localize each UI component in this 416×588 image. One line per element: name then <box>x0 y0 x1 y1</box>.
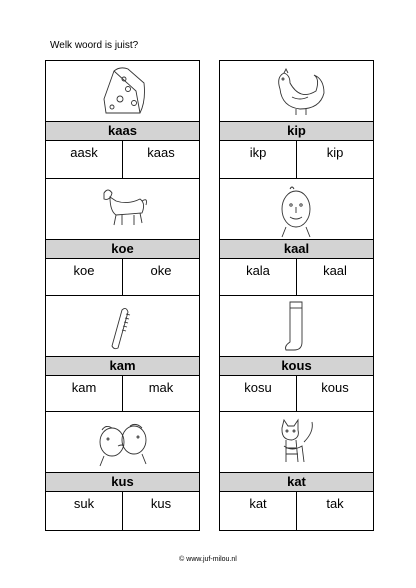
target-word: kaal <box>220 239 373 259</box>
option-left[interactable]: kat <box>249 496 267 511</box>
bald-head-icon <box>220 179 373 239</box>
word-card-kaal <box>219 178 374 298</box>
option-left[interactable]: suk <box>73 496 95 511</box>
word-card-koe <box>45 178 200 298</box>
target-word: kam <box>46 356 199 376</box>
option-left[interactable]: koe <box>73 263 95 278</box>
word-card-kip <box>219 60 374 180</box>
cow-icon <box>46 179 199 239</box>
word-card-kam <box>45 295 200 415</box>
option-right[interactable]: kip <box>296 141 373 179</box>
option-left[interactable]: kala <box>246 263 270 278</box>
option-left[interactable]: aask <box>70 145 98 160</box>
option-left[interactable]: kam <box>71 380 97 395</box>
target-word: kous <box>220 356 373 376</box>
sock-icon <box>220 296 373 356</box>
option-left[interactable]: kosu <box>244 380 272 395</box>
target-word: kip <box>220 121 373 141</box>
instruction-text: Welk woord is juist? <box>50 40 139 51</box>
word-card-kous <box>219 295 374 415</box>
option-right[interactable]: kaal <box>296 259 373 297</box>
target-word: koe <box>46 239 199 259</box>
word-card-kat <box>219 411 374 531</box>
option-right[interactable]: tak <box>296 492 373 530</box>
target-word: kus <box>46 472 199 492</box>
footer-credit: © www.juf-milou.nl <box>179 556 237 563</box>
chicken-icon <box>220 61 373 121</box>
target-word: kat <box>220 472 373 492</box>
word-card-kus <box>45 411 200 531</box>
word-card-kaas <box>45 60 200 180</box>
cat-icon <box>220 412 373 472</box>
cheese-icon <box>46 61 199 121</box>
option-right[interactable]: kus <box>122 492 199 530</box>
option-right[interactable]: kous <box>296 376 373 414</box>
comb-icon <box>46 296 199 356</box>
option-right[interactable]: mak <box>122 376 199 414</box>
target-word: kaas <box>46 121 199 141</box>
option-left[interactable]: ikp <box>249 145 267 160</box>
option-right[interactable]: oke <box>122 259 199 297</box>
kiss-icon <box>46 412 199 472</box>
option-right[interactable]: kaas <box>122 141 199 179</box>
